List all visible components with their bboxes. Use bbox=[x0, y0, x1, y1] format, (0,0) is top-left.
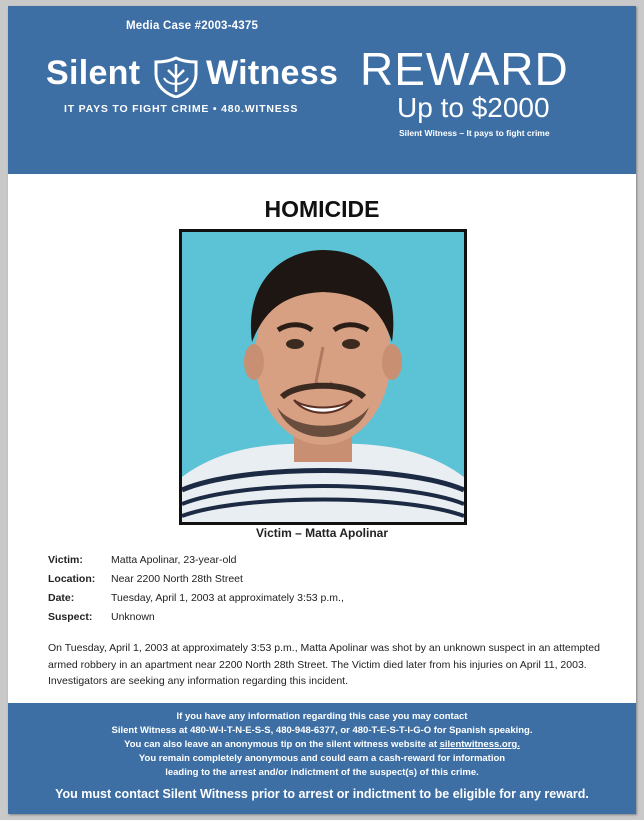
victim-portrait-image bbox=[182, 232, 464, 522]
detail-label: Location: bbox=[48, 573, 96, 585]
detail-value: Near 2200 North 28th Street bbox=[111, 573, 243, 585]
victim-photo bbox=[179, 229, 467, 525]
flyer-page bbox=[8, 6, 636, 814]
tagline: IT PAYS TO FIGHT CRIME • 480.WITNESS bbox=[64, 103, 299, 115]
detail-label: Date: bbox=[48, 592, 75, 604]
incident-narrative: On Tuesday, April 1, 2003 at approximately 3:53 p.m., Matta Apolinar was shot by an unknown suspect in an attempted armed robbery in an apartment near 2200 North 28th Street. The Victim died later from his injuries on April 11, 2003. Investigators are seeking any information regarding this incident. bbox=[48, 642, 600, 687]
detail-value: Unknown bbox=[111, 611, 155, 623]
reward-heading: REWARD bbox=[360, 43, 569, 95]
footer-line-contact: If you have any information regarding this case you may contact bbox=[176, 711, 468, 722]
website-text: You can also leave an anonymous tip on the silent witness website at bbox=[124, 739, 440, 750]
detail-value: Tuesday, April 1, 2003 at approximately 3:53 p.m., bbox=[111, 592, 344, 604]
page-title: HOMICIDE bbox=[264, 196, 380, 222]
logo-word-witness: Witness bbox=[206, 54, 339, 92]
footer-line-website bbox=[8, 739, 636, 750]
media-case-number: Media Case #2003-4375 bbox=[126, 20, 259, 32]
detail-label: Victim: bbox=[48, 554, 83, 566]
website-link[interactable]: silentwitness.org. bbox=[439, 739, 520, 750]
footer-line-anonymous: You remain completely anonymous and could earn a cash-reward for information bbox=[138, 753, 506, 764]
footer-line-arrest: leading to the arrest and/or indictment of the suspect(s) of this crime. bbox=[165, 767, 479, 778]
detail-label: Suspect: bbox=[48, 611, 93, 623]
header-banner bbox=[8, 6, 636, 174]
reward-amount: Up to $2000 bbox=[397, 92, 550, 123]
footer-banner bbox=[8, 703, 636, 814]
detail-value: Matta Apolinar, 23-year-old bbox=[111, 554, 237, 566]
logo-word-silent: Silent bbox=[46, 54, 141, 92]
shield-icon bbox=[154, 56, 198, 98]
reward-subtitle: Silent Witness – It pays to fight crime bbox=[399, 128, 550, 138]
footer-line-phone: Silent Witness at 480-W-I-T-N-E-S-S, 480-948-6377, or 480-T-E-S-T-I-G-O for Spanish speaking. bbox=[111, 725, 533, 736]
photo-caption: Victim – Matta Apolinar bbox=[255, 526, 389, 540]
reward-eligibility-notice: You must contact Silent Witness prior to arrest or indictment to be eligible for any reward. bbox=[55, 787, 589, 801]
